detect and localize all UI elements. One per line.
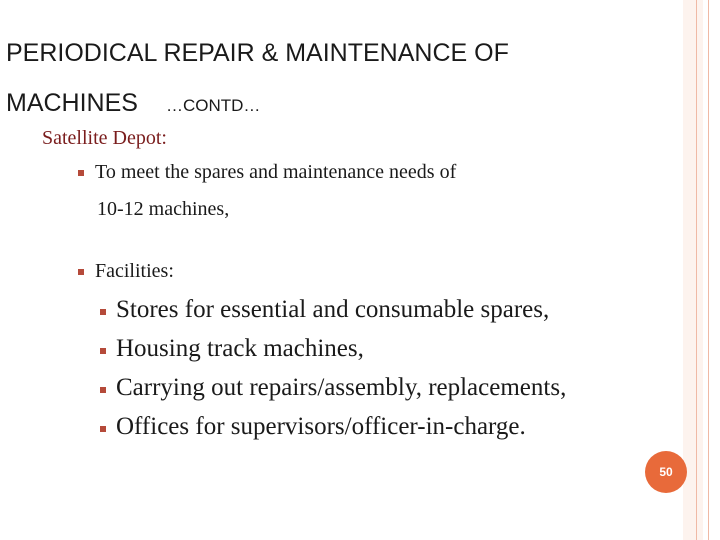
square-bullet-icon — [100, 309, 106, 315]
square-bullet-icon — [100, 348, 106, 354]
right-border-line — [708, 0, 709, 540]
right-border-line — [696, 0, 697, 540]
sub-bullet-text: Housing track machines, — [116, 335, 364, 362]
title-line-2 — [6, 78, 646, 131]
bullet-text: To meet the spares and maintenance needs of — [95, 161, 457, 183]
sub-bullet-text: Offices for supervisors/officer-in-charge. — [116, 413, 526, 440]
square-bullet-icon — [78, 269, 84, 275]
slide-title — [6, 28, 646, 131]
title-line-1: PERIODICAL REPAIR & MAINTENANCE OF — [6, 39, 509, 67]
square-bullet-icon — [100, 387, 106, 393]
bullet-continuation: 10-12 machines, — [97, 198, 230, 220]
title-contd: …CONTD… — [165, 96, 261, 115]
right-decorative-band — [683, 0, 703, 540]
sub-bullet-text: Stores for essential and consumable spares, — [116, 296, 550, 323]
bullet-text: Facilities: — [95, 260, 174, 282]
page-number-badge: 50 — [645, 451, 687, 493]
square-bullet-icon — [100, 426, 106, 432]
sub-bullet-text: Carrying out repairs/assembly, replacements, — [116, 374, 567, 401]
title-line-2-text: MACHINES — [6, 89, 138, 117]
section-heading: Satellite Depot: — [42, 127, 167, 149]
square-bullet-icon — [78, 170, 84, 176]
